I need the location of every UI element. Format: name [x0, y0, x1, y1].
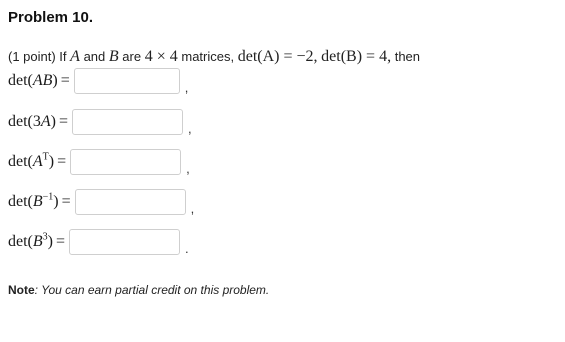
question-label: $\det(B^{-1})$: [8, 191, 59, 210]
question-label: det(3A): [8, 113, 56, 130]
question-label: $\det(A^T)$: [8, 151, 55, 170]
question-row-det-at: [8, 148, 190, 176]
points-text: (1 point) If: [8, 49, 67, 64]
matrix-a: A: [70, 48, 80, 65]
note-text: : You can earn partial credit on this problem.: [34, 283, 270, 297]
question-row-det-b-inverse: [8, 188, 194, 216]
answer-input-det-b-inverse[interactable]: [75, 189, 186, 215]
note-label: Note: [8, 283, 35, 297]
matrix-b: B: [108, 48, 119, 65]
problem-title: Problem 10.: [8, 9, 94, 26]
matrix-dims: 4 × 4: [144, 48, 178, 65]
then-text: then: [394, 49, 421, 64]
punctuation: ,: [186, 160, 190, 176]
punctuation: ,: [184, 79, 189, 95]
equals-sign: =: [60, 72, 70, 89]
are-text: are: [122, 49, 142, 64]
question-row-det-b-cubed: [8, 228, 189, 256]
equals-sign: =: [55, 233, 66, 250]
question-row-det-ab: [8, 67, 188, 95]
and-text: and: [83, 49, 106, 64]
question-label: $\det(B^3)$: [8, 231, 53, 250]
answer-input-det-b-cubed[interactable]: [69, 229, 180, 255]
question-label: det(AB): [8, 72, 58, 89]
answer-input-det-ab[interactable]: [74, 68, 180, 94]
answer-input-det-at[interactable]: [70, 149, 181, 175]
problem-statement: [8, 48, 420, 66]
partial-credit-note: [8, 283, 269, 297]
answer-input-det-3a[interactable]: [72, 109, 183, 135]
equals-sign: =: [58, 113, 69, 130]
punctuation: ,: [188, 120, 192, 136]
matrices-text: matrices,: [181, 49, 235, 64]
det-a-given: det(A) = −2,: [237, 48, 318, 65]
equals-sign: =: [61, 193, 71, 210]
det-b-given: det(B) = 4,: [321, 48, 392, 65]
punctuation: .: [185, 240, 189, 256]
question-row-det-3a: [8, 108, 192, 136]
equals-sign: =: [57, 153, 67, 170]
punctuation: ,: [190, 200, 195, 216]
